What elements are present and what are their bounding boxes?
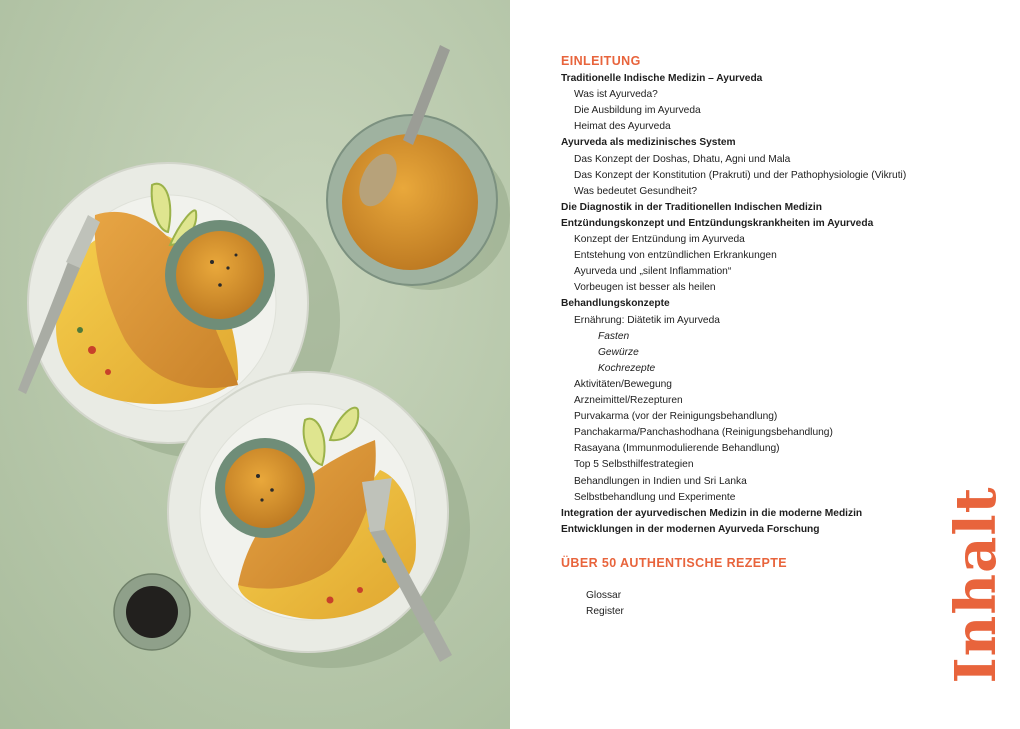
toc-entry: Purvakarma (vor der Reinigungsbehandlung) — [574, 411, 778, 423]
section-heading-recipes: ÜBER 50 AUTHENTISCHE REZEPTE — [561, 556, 788, 570]
toc-entry: Glossar — [586, 590, 622, 601]
toc-entry: Gewürze — [598, 346, 639, 358]
toc-entry: Behandlungen in Indien und Sri Lanka — [574, 475, 747, 487]
toc-entry: Panchakarma/Panchashodhana (Reinigungsbehandlung) — [574, 427, 833, 439]
toc-entry: Das Konzept der Doshas, Dhatu, Agni und Mala — [574, 153, 791, 165]
toc-entry: Fasten — [598, 330, 630, 342]
toc-entry: Top 5 Selbsthilfestrategien — [574, 459, 694, 471]
toc-entry: Traditionelle Indische Medizin – Ayurveda — [561, 73, 763, 84]
toc-entry: Entzündungskonzept und Entzündungskrankheiten im Ayurveda — [561, 217, 874, 229]
toc-entry: Die Ausbildung im Ayurveda — [574, 105, 701, 117]
toc-entry: Heimat des Ayurveda — [574, 121, 671, 133]
toc-entry: Integration der ayurvedischen Medizin in die moderne Medizin — [561, 507, 863, 519]
toc-entry: Ernährung: Diätetik im Ayurveda — [574, 314, 720, 326]
toc-entry: Ayurveda als medizinisches System — [561, 137, 736, 149]
toc-entry: Die Diagnostik in der Traditionellen Indischen Medizin — [561, 201, 822, 213]
toc-entry: Das Konzept der Konstitution (Prakruti) und der Pathophysiologie (Vikruti) — [574, 169, 907, 181]
toc-entry: Konzept der Entzündung im Ayurveda — [574, 234, 745, 245]
toc-entry: Entstehung von entzündlichen Erkrankungen — [574, 250, 777, 262]
toc-entry: Ayurveda und „silent Inflammation“ — [574, 266, 732, 278]
table-of-contents — [561, 0, 951, 729]
toc-entry: Arzneimittel/Rezepturen — [574, 395, 683, 406]
page-title: Inhalt — [943, 486, 1009, 684]
toc-entry: Kochrezepte — [598, 362, 656, 374]
toc-entry: Selbstbehandlung und Experimente — [574, 491, 736, 503]
toc-entry: Behandlungskonzepte — [561, 298, 670, 310]
toc-entry: Was ist Ayurveda? — [574, 89, 658, 101]
toc-entry: Vorbeugen ist besser als heilen — [574, 282, 716, 294]
toc-entry: Was bedeutet Gesundheit? — [574, 185, 698, 197]
toc-entry: Register — [586, 606, 624, 618]
section-heading-intro: EINLEITUNG — [561, 54, 641, 68]
toc-entry: Entwicklungen in der modernen Ayurveda Forschung — [561, 523, 820, 535]
toc-entry: Aktivitäten/Bewegung — [574, 378, 672, 390]
toc-entry: Rasayana (Immunmodulierende Behandlung) — [574, 443, 780, 455]
